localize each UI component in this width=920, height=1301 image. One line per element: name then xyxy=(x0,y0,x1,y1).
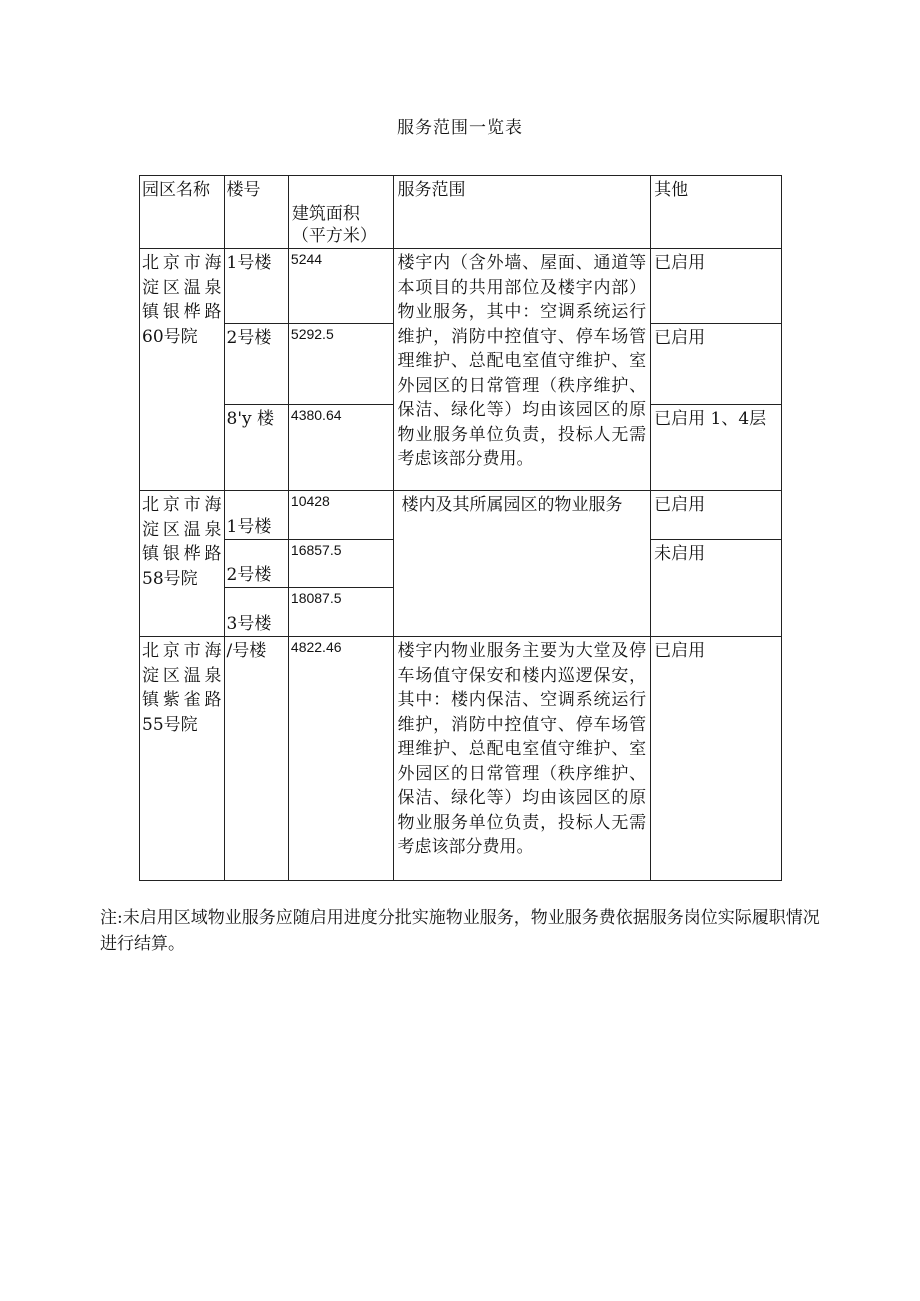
building-area: 10428 xyxy=(288,491,393,540)
header-area-line2: （平方米） xyxy=(291,226,377,246)
building-area: 5244 xyxy=(288,249,393,324)
header-park: 园区名称 xyxy=(140,176,225,249)
park-name: 北京市海淀区温泉镇紫雀路55号院 xyxy=(140,637,225,881)
building-area: 4380.64 xyxy=(288,405,393,491)
building-number: 8'y 楼 xyxy=(224,405,288,491)
footnote: 注:未启用区域物业服务应随启用进度分批实施物业服务，物业服务费依据服务岗位实际履职情况进行结算。 xyxy=(100,908,820,954)
service-scope-table xyxy=(139,175,782,881)
header-area xyxy=(288,176,393,249)
table-row xyxy=(140,491,782,540)
park-name: 北京市海淀区温泉镇银桦路60号院 xyxy=(140,249,225,491)
header-area-line1: 建筑面积 xyxy=(291,204,360,224)
document-title: 服务范围一览表 xyxy=(397,118,523,138)
status: 已启用 xyxy=(651,324,782,405)
building-number: 2号楼 xyxy=(224,540,288,588)
service-scope: 楼宇内（含外墙、屋面、通道等本项目的共用部位及楼宇内部）物业服务，其中：空调系统运行维护，消防中控值守、停车场管理维护、总配电室值守维护、室外园区的日常管理（秩序维护、保洁、绿化等）均由该园区的原物业服务单位负责，投标人无需考虑该部分费用。 xyxy=(393,249,651,491)
table-row xyxy=(140,637,782,881)
building-number: 2号楼 xyxy=(224,324,288,405)
building-number: /号楼 xyxy=(224,637,288,881)
status: 已启用 1、4层 xyxy=(651,405,782,491)
table-header-row xyxy=(140,176,782,249)
park-name: 北京市海淀区温泉镇银桦路58号院 xyxy=(140,491,225,637)
building-area: 4822.46 xyxy=(288,637,393,881)
building-area: 18087.5 xyxy=(288,588,393,637)
building-number: 1号楼 xyxy=(224,491,288,540)
header-other: 其他 xyxy=(651,176,782,249)
service-scope: 楼宇内物业服务主要为大堂及停车场值守保安和楼内巡逻保安，其中：楼内保洁、空调系统运行维护，消防中控值守、停车场管理维护、总配电室值守维护、室外园区的日常管理（秩序维护、保洁、绿化等）均由该园区的原物业服务单位负责，投标人无需考虑该部分费用。 xyxy=(393,637,651,881)
service-scope: 楼内及其所属园区的物业服务 xyxy=(393,491,651,637)
building-number: 3号楼 xyxy=(224,588,288,637)
status: 未启用 xyxy=(651,540,782,637)
status: 已启用 xyxy=(651,491,782,540)
table-row xyxy=(140,249,782,324)
status: 已启用 xyxy=(651,249,782,324)
building-number: 1号楼 xyxy=(224,249,288,324)
header-building: 楼号 xyxy=(224,176,288,249)
building-area: 16857.5 xyxy=(288,540,393,588)
header-scope: 服务范围 xyxy=(393,176,651,249)
building-area: 5292.5 xyxy=(288,324,393,405)
status: 已启用 xyxy=(651,637,782,881)
